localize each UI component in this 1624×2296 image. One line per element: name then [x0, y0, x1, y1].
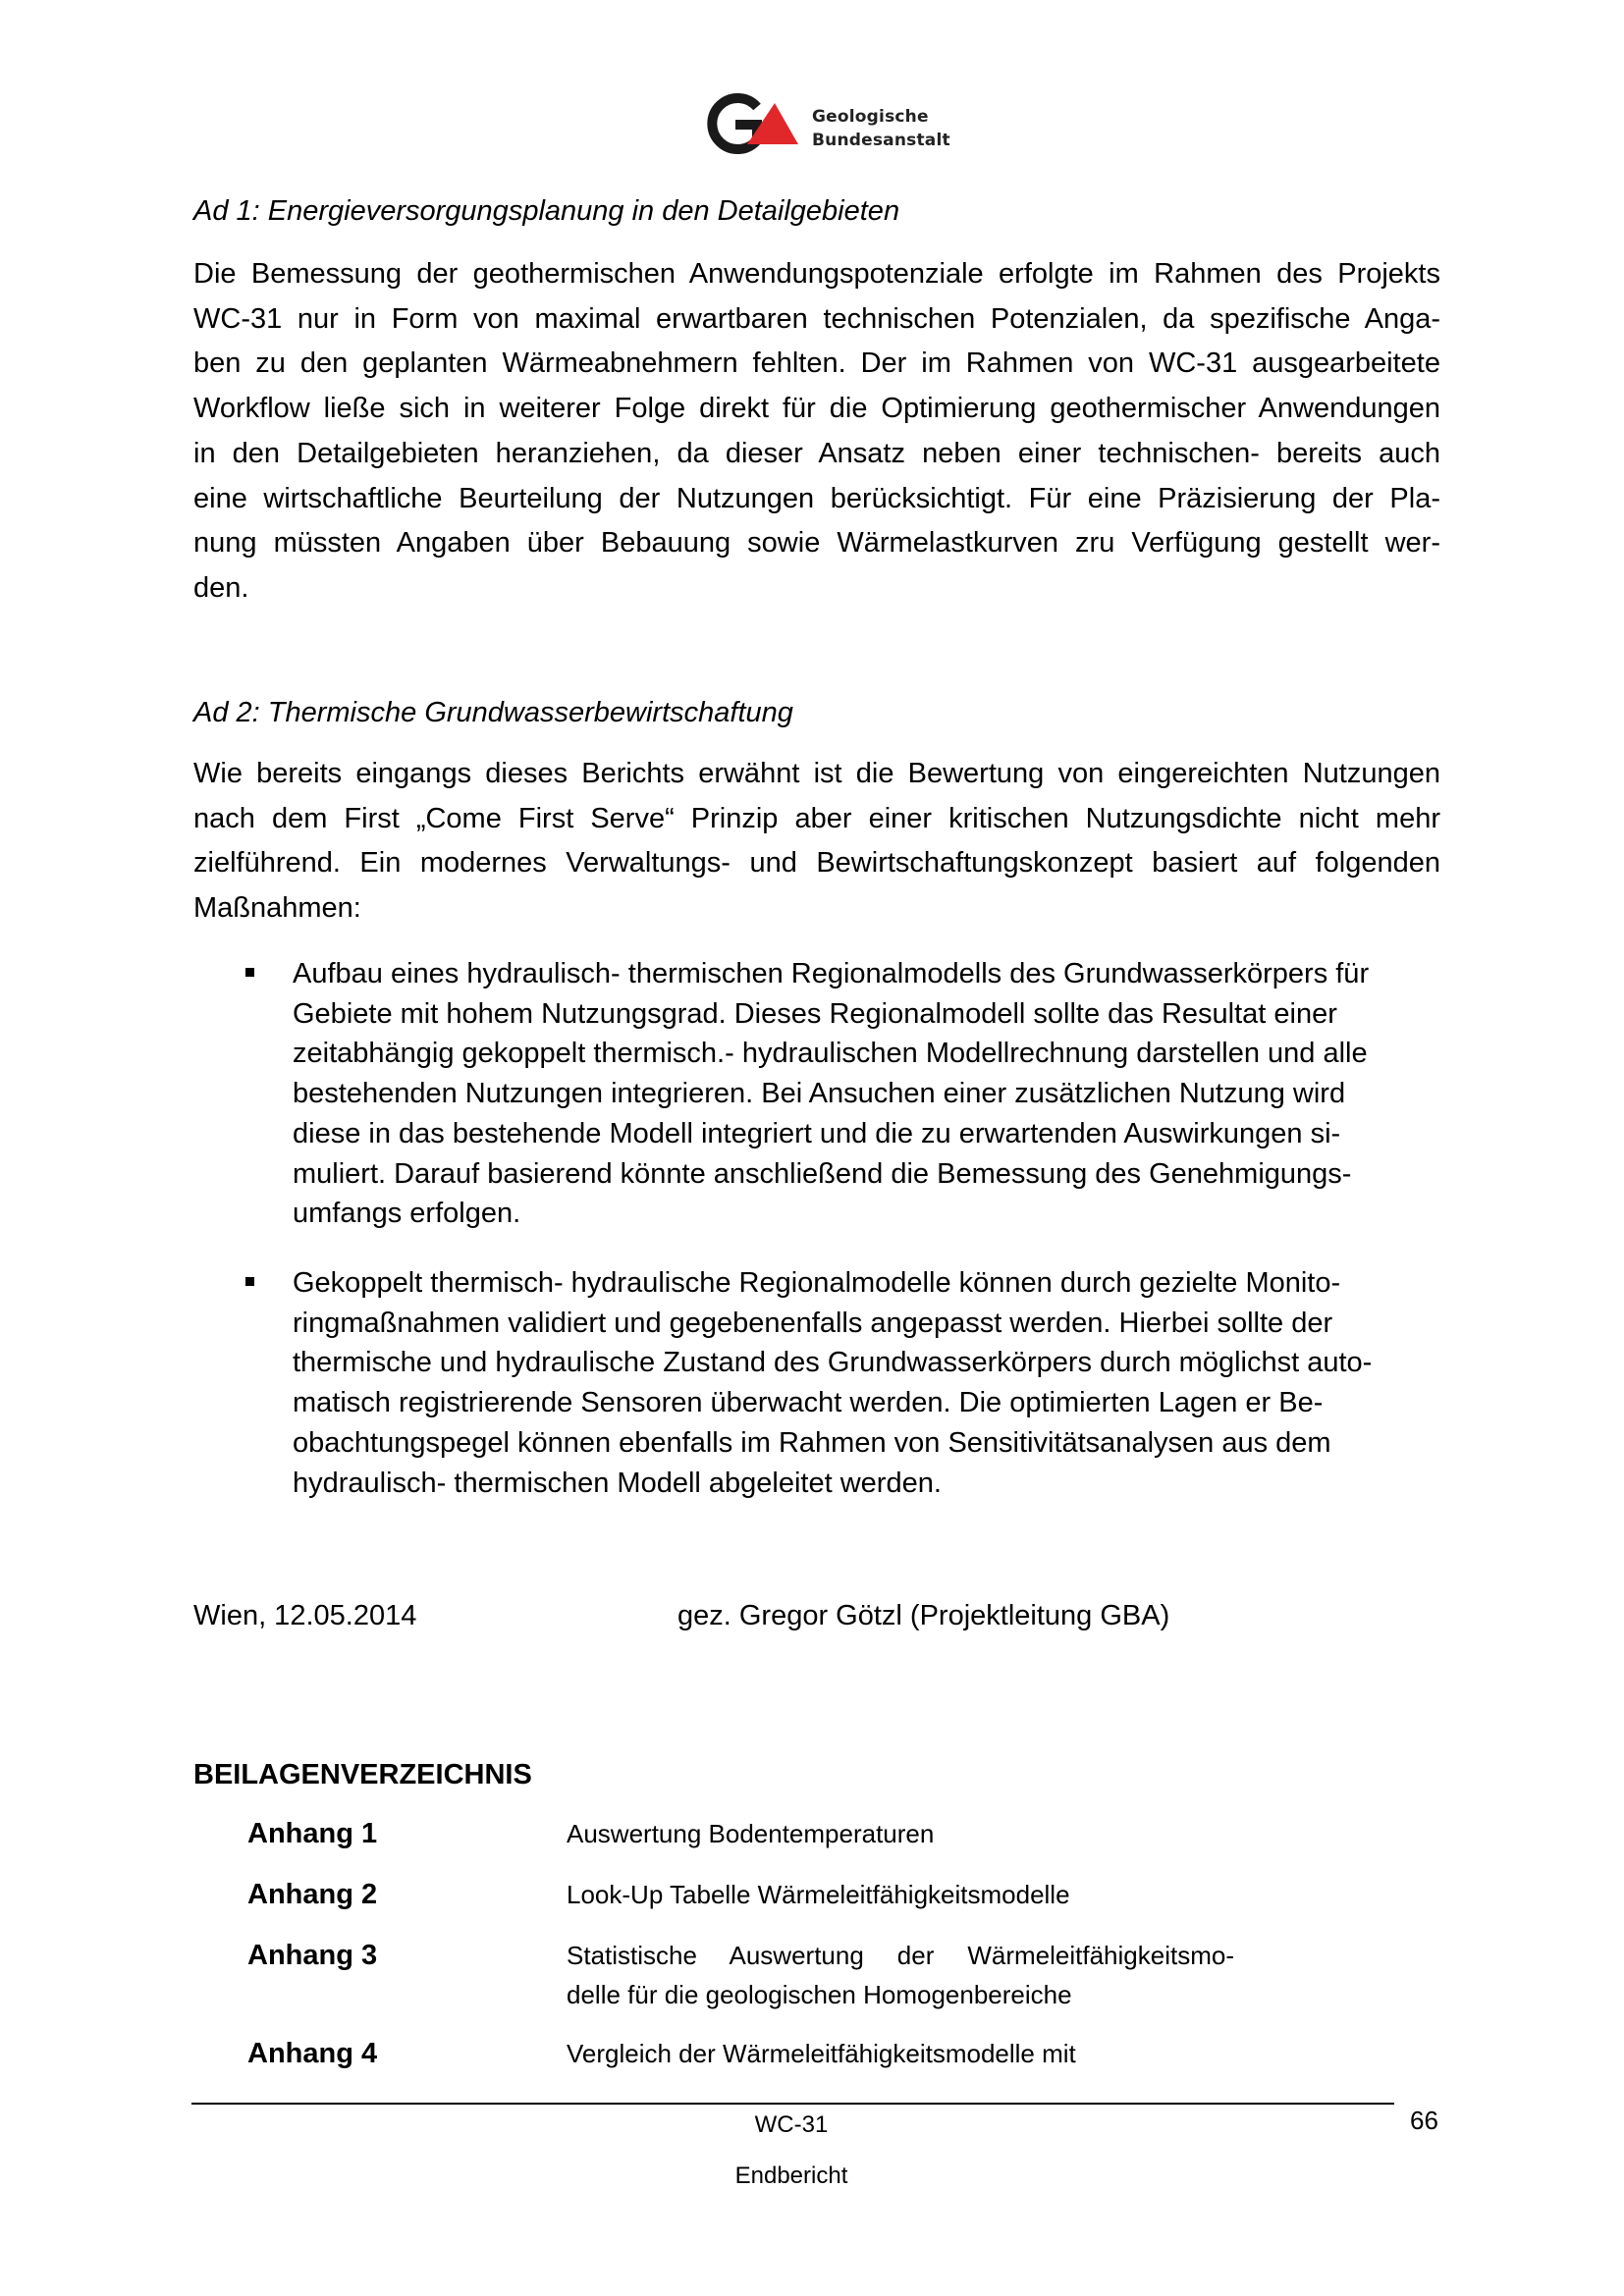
bullet-item-1: [245, 954, 1443, 1239]
appendix-description: [567, 1875, 1234, 1914]
paragraph-line: in den Detailgebieten heranziehen, da dieser Ansatz neben einer technischen- bereits auch: [193, 437, 1440, 469]
bullet-line: bestehenden Nutzungen integrieren. Bei Ansuchen einer zusätzlichen Nutzung wird: [293, 1078, 1346, 1110]
section-1-paragraph: [193, 252, 1440, 612]
paragraph-line: nung müssten Angaben über Bebauung sowie Wärmelastkurven zru Verfügung gestellt wer-: [193, 527, 1440, 560]
bullet-text: [293, 1263, 1441, 1503]
appendix-label: Anhang 4: [247, 2038, 378, 2069]
appendix-label: Anhang 1: [247, 1818, 378, 1849]
bullet-line: thermische und hydraulische Zustand des Grundwasserkörpers durch möglichst auto-: [293, 1347, 1373, 1379]
appendix-line: Vergleich der Wärmeleitfähigkeitsmodelle mit: [567, 2039, 1076, 2068]
appendix-description: [567, 2034, 1234, 2073]
paragraph-line: Maßnahmen:: [193, 892, 361, 925]
footer-doc-type: Endbericht: [734, 2163, 848, 2189]
paragraph-line: WC-31 nur in Form von maximal erwartbaren technischen Potenzialen, da spezifische Anga-: [193, 302, 1440, 335]
appendix-description: [567, 1936, 1234, 2014]
section-1-heading: Ad 1: Energieversorgungsplanung in den Detailgebieten: [193, 195, 900, 227]
paragraph-line: Die Bemessung der geothermischen Anwendungspotenziale erfolgte im Rahmen des Projekts: [193, 258, 1440, 290]
paragraph-line: den.: [193, 571, 249, 604]
appendix-line: Look-Up Tabelle Wärmeleitfähigkeitsmodelle: [567, 1880, 1070, 1909]
bullet-line: zeitabhängig gekoppelt thermisch.- hydraulischen Modellrechnung darstellen und alle: [293, 1038, 1368, 1070]
section-2-heading: Ad 2: Thermische Grundwasserbewirtschaftung: [193, 697, 793, 728]
paragraph-line: Workflow ließe sich in weiterer Folge direkt für die Optimierung geothermischer Anwendungen: [193, 393, 1440, 425]
bullet-line: Gebiete mit hohem Nutzungsgrad. Dieses Regionalmodell sollte das Resultat einer: [293, 997, 1337, 1030]
appendix-line: Auswertung Bodentemperaturen: [567, 1819, 935, 1848]
logo-wordmark: [812, 105, 950, 152]
bullet-line: hydraulisch- thermischen Modell abgeleitet werden.: [293, 1467, 942, 1499]
bullet-line: muliert. Darauf basierend könnte anschließend die Bemessung des Genehmigungs-: [293, 1157, 1352, 1190]
place-date: Wien, 12.05.2014: [193, 1600, 417, 1631]
appendix-description: [567, 1814, 1234, 1853]
appendix-line: delle für die geologischen Homogenbereiche: [567, 1980, 1072, 2009]
bullet-text: [293, 954, 1441, 1234]
bullet-line: obachtungspegel können ebenfalls im Rahmen von Sensitivitätsanalysen aus dem: [293, 1426, 1331, 1459]
footer-doc-code: WC-31: [754, 2111, 829, 2138]
gba-logo: [700, 93, 950, 162]
appendix-heading: BEILAGENVERZEICHNIS: [193, 1759, 532, 1790]
bullet-line: ringmaßnahmen validiert und gegebenenfalls angepasst werden. Hierbei sollte der: [293, 1307, 1333, 1339]
bullet-item-2: [245, 1263, 1443, 1509]
bullet-line: diese in das bestehende Modell integriert und die zu erwartenden Auswirkungen si-: [293, 1117, 1341, 1149]
paragraph-line: ben zu den geplanten Wärmeabnehmern fehlten. Der im Rahmen von WC-31 ausgearbeitete: [193, 347, 1440, 380]
bullet-marker: [245, 968, 254, 977]
page-number: 66: [1410, 2106, 1438, 2135]
appendix-line: Statistische Auswertung der Wärmeleitfähigkeitsmo-: [567, 1941, 1234, 1970]
paragraph-line: nach dem First „Come First Serve“ Prinzip aber einer kritischen Nutzungsdichte nicht mehr: [193, 802, 1440, 834]
signature: gez. Gregor Götzl (Projektleitung GBA): [677, 1600, 1170, 1631]
bullet-marker: [245, 1277, 254, 1286]
paragraph-line: zielführend. Ein modernes Verwaltungs- und Bewirtschaftungskonzept basiert auf folgenden: [193, 847, 1440, 880]
appendix-label: Anhang 3: [247, 1940, 378, 1971]
bullet-line: Gekoppelt thermisch- hydraulische Regionalmodelle können durch gezielte Monito-: [293, 1267, 1341, 1299]
bullet-line: matisch registrierende Sensoren überwacht werden. Die optimierten Lagen er Be-: [293, 1387, 1324, 1419]
logo-line-2: Bundesanstalt: [812, 131, 950, 150]
bullet-line: Aufbau eines hydraulisch- thermischen Regionalmodells des Grundwasserkörpers für: [293, 958, 1370, 989]
section-2-paragraph: [193, 752, 1440, 932]
paragraph-line: eine wirtschaftliche Beurteilung der Nutzungen berücksichtigt. Für eine Präzisierung der Pla-: [193, 482, 1440, 514]
appendix-label: Anhang 2: [247, 1879, 378, 1910]
bullet-line: umfangs erfolgen.: [293, 1198, 521, 1230]
logo-line-1: Geologische: [812, 107, 929, 127]
footer-divider: [191, 2103, 1394, 2105]
paragraph-line: Wie bereits eingangs dieses Berichts erwähnt ist die Bewertung von eingereichten Nutzungen: [193, 758, 1440, 789]
gba-logo-icon: [700, 93, 798, 158]
